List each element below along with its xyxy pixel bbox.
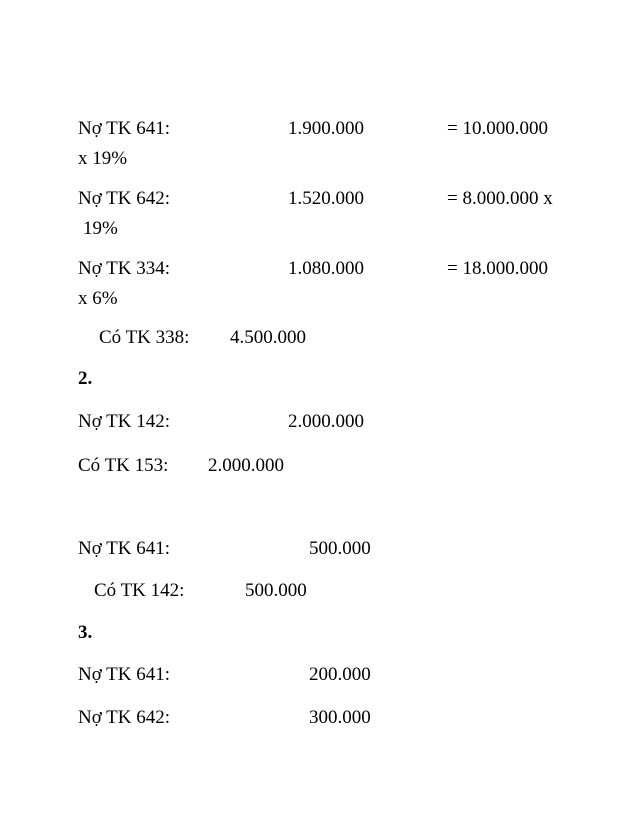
entry-amount: 200.000 xyxy=(309,664,371,685)
credit-amount: 2.000.000 xyxy=(208,455,284,476)
entry-account: Nợ TK 642: xyxy=(78,707,171,728)
credit-amount: 4.500.000 xyxy=(230,327,306,348)
credit-account: Có TK 142: xyxy=(94,580,185,601)
section-heading: 3. xyxy=(78,622,93,643)
credit-amount: 500.000 xyxy=(245,580,307,601)
entry-amount: 1.520.000 xyxy=(288,188,364,209)
entry-account: Nợ TK 641: xyxy=(78,118,171,139)
entry-formula: = 8.000.000 x xyxy=(447,188,553,209)
entry-amount: 500.000 xyxy=(309,538,371,559)
entry-account: Nợ TK 641: xyxy=(78,538,171,559)
entry-account: Nợ TK 142: xyxy=(78,411,171,432)
entry-amount: 2.000.000 xyxy=(288,411,364,432)
credit-account: Có TK 153: xyxy=(78,455,169,476)
entry-amount: 1.900.000 xyxy=(288,118,364,139)
entry-formula-continued: 19% xyxy=(83,218,118,239)
entry-account: Nợ TK 641: xyxy=(78,664,171,685)
entry-amount: 1.080.000 xyxy=(288,258,364,279)
entry-formula-continued: x 19% xyxy=(78,148,128,169)
entry-amount: 300.000 xyxy=(309,707,371,728)
entry-formula: = 10.000.000 xyxy=(447,118,548,139)
credit-account: Có TK 338: xyxy=(99,327,190,348)
entry-formula: = 18.000.000 xyxy=(447,258,548,279)
entry-account: Nợ TK 334: xyxy=(78,258,171,279)
entry-account: Nợ TK 642: xyxy=(78,188,171,209)
entry-formula-continued: x 6% xyxy=(78,288,118,309)
section-heading: 2. xyxy=(78,368,93,389)
